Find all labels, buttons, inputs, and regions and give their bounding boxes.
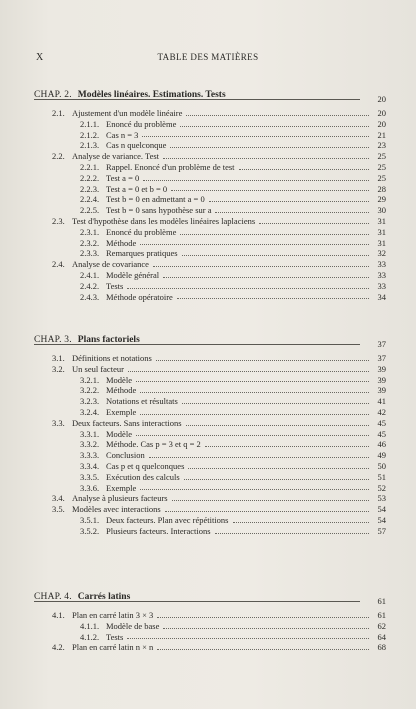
entry-page: 39: [377, 385, 386, 396]
entry-number: 3.5.1.: [80, 514, 100, 525]
toc-entry[interactable]: [34, 259, 386, 270]
leader-dots: [163, 151, 369, 159]
chapter-section: [34, 333, 386, 537]
leader-dots: [157, 642, 369, 650]
entry-number: 2.2.1.: [80, 161, 100, 172]
entry-page: 29: [377, 194, 386, 205]
toc-entry[interactable]: [34, 205, 386, 216]
entry-title: Exemple: [106, 406, 137, 417]
leader-dots: [182, 248, 369, 256]
running-title: TABLE DES MATIÈRES: [157, 52, 259, 62]
leader-dots: [165, 504, 369, 512]
toc-entry[interactable]: [34, 632, 386, 643]
leader-dots: [149, 450, 369, 458]
leader-dots: [171, 183, 369, 191]
entry-title: Cas p et q quelconques: [106, 460, 185, 471]
entry-page: 53: [377, 493, 386, 504]
chapter-title: Carrés latins: [77, 592, 131, 602]
toc-entry[interactable]: [34, 642, 386, 653]
toc-entry[interactable]: [34, 526, 386, 537]
entry-number: 2.2.5.: [80, 205, 100, 216]
entry-title: Enoncé du problème: [106, 226, 177, 237]
leader-dots: [163, 270, 369, 278]
toc-entry[interactable]: [34, 375, 386, 386]
toc-entry[interactable]: [34, 461, 386, 472]
entry-number: 3.3.1.: [80, 428, 100, 439]
chapter-heading[interactable]: [34, 590, 386, 604]
entry-number: 2.1.3.: [80, 140, 100, 151]
entry-number: 2.2.4.: [80, 194, 100, 205]
entry-number: 2.2.: [52, 151, 65, 162]
entry-number: 3.1.: [52, 353, 65, 363]
chapter-section: [34, 590, 386, 653]
entry-title: Méthode opératoire: [106, 291, 173, 302]
leader-dots: [127, 631, 369, 639]
entry-page: 25: [377, 161, 386, 172]
entry-title: Analyse à plusieurs facteurs: [72, 493, 168, 504]
toc-entry[interactable]: [34, 292, 386, 303]
leader-dots: [157, 610, 369, 618]
entry-title: Modèle de base: [106, 620, 160, 631]
entry-number: 4.1.2.: [80, 631, 100, 642]
leader-dots: [182, 396, 369, 404]
entry-page: 39: [377, 363, 386, 374]
leader-dots: [140, 237, 369, 245]
entry-number: 3.3.6.: [80, 482, 100, 493]
entry-page: 68: [377, 642, 386, 653]
leader-dots: [188, 461, 369, 469]
entry-number: 4.1.1.: [80, 620, 100, 631]
entry-page: 25: [377, 151, 386, 162]
entry-page: 31: [377, 215, 386, 226]
entry-title: Test d'hypothèse dans les modèles linéaires laplaciens: [72, 215, 256, 226]
toc-entry[interactable]: [34, 407, 386, 418]
toc-entry[interactable]: [34, 483, 386, 494]
entry-number: 3.3.2.: [80, 439, 100, 450]
entry-number: 2.3.: [52, 215, 65, 226]
entry-page: 37: [377, 353, 386, 363]
entry-title: Test a = 0: [106, 172, 140, 183]
entry-title: Enoncé du problème: [106, 118, 177, 129]
chapter-heading[interactable]: [34, 333, 386, 347]
leader-dots: [259, 216, 369, 224]
chapter-page: 61: [377, 596, 386, 606]
entry-number: 3.2.2.: [80, 385, 100, 396]
leader-dots: [136, 428, 369, 436]
toc-entry[interactable]: [34, 353, 386, 364]
entry-page: 20: [377, 118, 386, 129]
chapter-page: 37: [377, 339, 386, 349]
entry-page: 45: [377, 428, 386, 439]
toc-entry[interactable]: [34, 450, 386, 461]
entry-page: 51: [377, 471, 386, 482]
toc-entry[interactable]: [34, 184, 386, 195]
toc-entry[interactable]: [34, 610, 386, 621]
entry-page: 25: [377, 172, 386, 183]
entry-page: 33: [377, 259, 386, 270]
entry-title: Modèle: [106, 428, 132, 439]
entry-title: Remarques pratiques: [106, 248, 178, 259]
leader-dots: [140, 482, 369, 490]
entry-number: 3.3.3.: [80, 450, 100, 461]
entry-number: 3.2.: [52, 363, 65, 374]
entry-number: 2.1.: [52, 108, 65, 118]
entry-page: 34: [377, 291, 386, 302]
entry-title: Plan en carré latin n × n: [72, 642, 154, 653]
toc-entry[interactable]: [34, 140, 386, 151]
leader-dots: [205, 439, 369, 447]
entry-number: 4.2.: [52, 642, 65, 653]
entry-page: 31: [377, 226, 386, 237]
entry-number: 2.4.: [52, 259, 65, 270]
leader-dots: [180, 119, 369, 127]
entry-title: Conclusion: [106, 450, 145, 461]
entry-title: Exemple: [106, 482, 137, 493]
entry-page: 64: [377, 631, 386, 642]
entry-title: Modèles avec interactions: [72, 504, 161, 515]
entry-title: Deux facteurs. Plan avec répétitions: [106, 514, 229, 525]
entry-page: 33: [377, 280, 386, 291]
entry-page: 32: [377, 248, 386, 259]
entry-number: 3.3.5.: [80, 471, 100, 482]
entry-page: 54: [377, 514, 386, 525]
entry-title: Modèle: [106, 374, 132, 385]
entry-title: Méthode: [106, 237, 137, 248]
entry-number: 2.3.2.: [80, 237, 100, 248]
toc-entry[interactable]: [34, 385, 386, 396]
entry-page: 49: [377, 450, 386, 461]
entry-title: Cas n quelconque: [106, 140, 167, 151]
entry-page: 54: [377, 504, 386, 515]
chapter-page: 20: [377, 94, 386, 104]
entry-page: 61: [377, 610, 386, 620]
chapter-label: CHAP. 3.: [34, 335, 72, 345]
leader-dots: [233, 515, 370, 523]
leader-dots: [140, 385, 369, 393]
entry-page: 28: [377, 183, 386, 194]
entry-page: 52: [377, 482, 386, 493]
entry-number: 3.2.4.: [80, 406, 100, 417]
leader-dots: [128, 364, 369, 372]
entry-title: Méthode. Cas p = 3 et q = 2: [106, 439, 201, 450]
entry-page: 62: [377, 620, 386, 631]
entry-title: Méthode: [106, 385, 137, 396]
entry-page: 50: [377, 460, 386, 471]
toc-entry[interactable]: [34, 472, 386, 483]
entry-page: 33: [377, 269, 386, 280]
entry-title: Analyse de covariance: [72, 259, 149, 270]
entry-number: 2.3.3.: [80, 248, 100, 259]
entry-page: 46: [377, 439, 386, 450]
page-header: [36, 52, 380, 66]
entry-number: 2.4.2.: [80, 280, 100, 291]
chapter-heading[interactable]: [34, 88, 386, 102]
entry-title: Modèle général: [106, 269, 160, 280]
toc-entry[interactable]: [34, 493, 386, 504]
entry-title: Rappel. Enoncé d'un problème de test: [106, 161, 235, 172]
entry-page: 45: [377, 417, 386, 428]
entry-number: 3.2.1.: [80, 374, 100, 385]
entry-title: Tests: [106, 280, 124, 291]
entry-number: 2.4.1.: [80, 269, 100, 280]
leader-dots: [239, 162, 369, 170]
leader-dots: [153, 259, 369, 267]
leader-dots: [127, 281, 369, 289]
leader-dots: [143, 173, 369, 181]
entry-page: 42: [377, 406, 386, 417]
toc-entry[interactable]: [34, 216, 386, 227]
entry-page: 41: [377, 396, 386, 407]
entry-number: 3.2.3.: [80, 396, 100, 407]
entry-number: 3.5.2.: [80, 525, 100, 536]
entry-title: Cas n = 3: [106, 129, 139, 140]
leader-dots: [177, 291, 369, 299]
entry-title: Notations et résultats: [106, 396, 178, 407]
entry-number: 2.1.2.: [80, 129, 100, 140]
entry-title: Ajustement d'un modèle linéaire: [72, 108, 183, 118]
entry-title: Définitions et notations: [72, 353, 152, 363]
leader-dots: [172, 493, 369, 501]
entry-number: 2.4.3.: [80, 291, 100, 302]
entry-title: Exécution des calculs: [106, 471, 180, 482]
toc-entry[interactable]: [34, 173, 386, 184]
leader-dots: [215, 205, 369, 213]
entry-title: Deux facteurs. Sans interactions: [72, 417, 182, 428]
entry-page: 31: [377, 237, 386, 248]
leader-dots: [156, 353, 369, 361]
page-number: X: [36, 52, 44, 63]
entry-title: Test b = 0 sans hypothèse sur a: [106, 205, 212, 216]
leader-dots: [184, 472, 369, 480]
chapter-title: Plans factoriels: [77, 335, 140, 345]
toc-entry[interactable]: [34, 504, 386, 515]
toc-entry[interactable]: [34, 151, 386, 162]
entry-number: 2.2.3.: [80, 183, 100, 194]
entry-page: 23: [377, 140, 386, 151]
leader-dots: [186, 418, 369, 426]
toc-entry[interactable]: [34, 270, 386, 281]
entry-number: 2.3.1.: [80, 226, 100, 237]
toc-entry[interactable]: [34, 130, 386, 141]
leader-dots: [215, 526, 369, 534]
chapter-label: CHAP. 4.: [34, 592, 72, 602]
entry-title: Plan en carré latin 3 × 3: [72, 610, 154, 620]
entry-number: 3.3.4.: [80, 460, 100, 471]
leader-dots: [136, 374, 369, 382]
toc-entry[interactable]: [34, 227, 386, 238]
toc-entry[interactable]: [34, 515, 386, 526]
entry-number: 2.1.1.: [80, 118, 100, 129]
toc-entry[interactable]: [34, 119, 386, 130]
toc-entry[interactable]: [34, 281, 386, 292]
toc-entry[interactable]: [34, 621, 386, 632]
chapter-label: CHAP. 2.: [34, 90, 72, 100]
entry-page: 30: [377, 205, 386, 216]
entry-page: 57: [377, 525, 386, 536]
leader-dots: [142, 129, 369, 137]
toc-entry[interactable]: [34, 364, 386, 375]
entry-title: Un seul facteur: [72, 363, 124, 374]
entry-title: Analyse de variance. Test: [72, 151, 160, 162]
toc-entry[interactable]: [34, 396, 386, 407]
toc-entry[interactable]: [34, 238, 386, 249]
leader-dots: [140, 407, 369, 415]
leader-dots: [186, 108, 369, 116]
entry-number: 2.2.2.: [80, 172, 100, 183]
toc-entry[interactable]: [34, 194, 386, 205]
entry-title: Plusieurs facteurs. Interactions: [106, 525, 211, 536]
toc-entry[interactable]: [34, 162, 386, 173]
entry-number: 3.3.: [52, 417, 65, 428]
chapter-title: Modèles linéaires. Estimations. Tests: [77, 90, 226, 100]
entry-number: 4.1.: [52, 610, 65, 620]
leader-dots: [180, 227, 369, 235]
entry-page: 39: [377, 374, 386, 385]
entry-title: Tests: [106, 631, 124, 642]
toc-entry[interactable]: [34, 439, 386, 450]
entry-page: 21: [377, 129, 386, 140]
toc-entry[interactable]: [34, 429, 386, 440]
entry-page: 20: [377, 108, 386, 118]
entry-number: 3.4.: [52, 493, 65, 504]
toc-entry[interactable]: [34, 418, 386, 429]
toc-entry[interactable]: [34, 248, 386, 259]
leader-dots: [209, 194, 369, 202]
entry-number: 3.5.: [52, 504, 65, 515]
chapter-section: [34, 88, 386, 302]
leader-dots: [163, 621, 369, 629]
entry-title: Test a = 0 et b = 0: [106, 183, 168, 194]
toc-entry[interactable]: [34, 108, 386, 119]
leader-dots: [170, 140, 369, 148]
entry-title: Test b = 0 en admettant a = 0: [106, 194, 205, 205]
